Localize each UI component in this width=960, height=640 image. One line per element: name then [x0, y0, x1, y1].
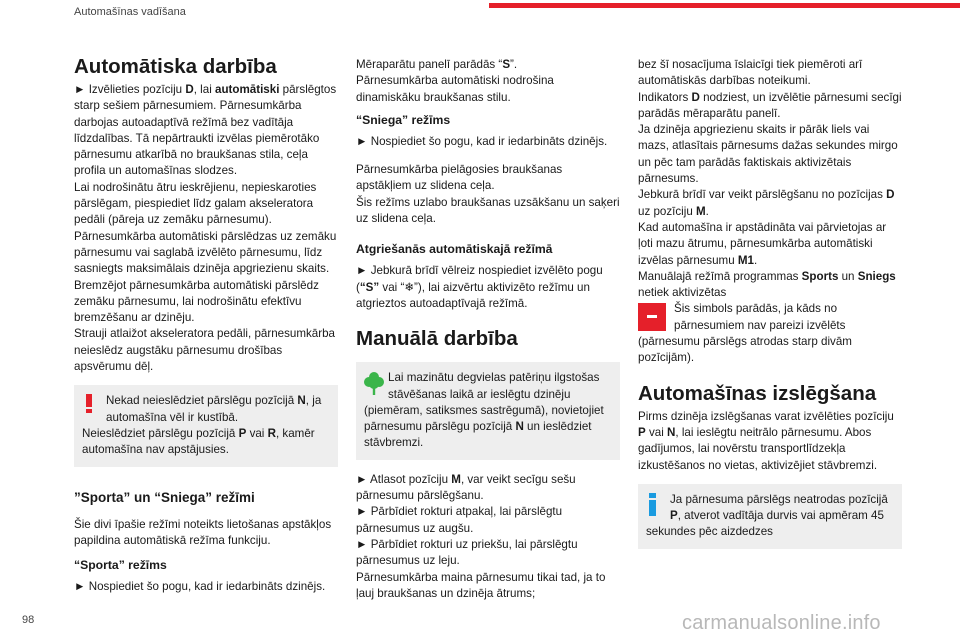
- para-release-pedal: Strauji atlaižot akseleratora pedāli, pārnesumkārba neieslēdz augstāku pārnesumu drošības apsvērumu dēļ.: [74, 327, 336, 374]
- info-icon: [649, 493, 658, 517]
- para-before-stop: Pirms dzinēja izslēgšanas varat izvēlēties pozīciju P vai N, lai ieslēgtu neitrālo pārnesumu. Abos gadījumos, lai novērstu transportlīdzekļa izkustēšanos no vietas, aktivizējiet stāvbremzi.: [638, 409, 894, 472]
- heading-automatic-operation: Automātiska darbība: [74, 55, 277, 78]
- para-shift-condition: Pārnesumkārba maina pārnesumu tikai tad, ja to ļauj braukšanas un dzinēja ātrums;: [356, 570, 606, 600]
- para-auto-rules: bez šī nosacījuma īslaicīgi tiek piemēroti arī automātiskās darbības noteikumi.: [638, 58, 863, 88]
- heading-snow-mode: “Sniega” režīms: [356, 112, 451, 127]
- para-slippery: Pārnesumkārba pielāgosies braukšanas apstākļiem uz slidena ceļa.: [356, 163, 563, 193]
- warning-exclamation-icon: [86, 394, 93, 412]
- para-shift-down: ► Pārbīdiet rokturi uz priekšu, lai pārslēgtu pārnesumus uz leju.: [356, 537, 578, 568]
- heading-return-auto: Atgriešanās automātiskajā režīmā: [356, 242, 553, 257]
- para-shift-up: ► Pārbīdiet rokturi atpakaļ, lai pārslēgtu pārnesumus uz augšu.: [356, 505, 563, 535]
- para-rpm-blink: Ja dzinēja apgriezienu skaits ir pārāk liels vai mazs, atlasītais pārnesums dažas sekundes mirgo un pēc tam parādās faktiskais aktivizētais pārnesums.: [638, 123, 898, 186]
- para-symbol-appears: Šis simbols parādās, ja kāds no pārnesumiem nav pareizi izvēlēts (pārnesumu pārslēgs atrodas starp divām pozīcijām).: [638, 302, 852, 365]
- info-text: Ja pārnesuma pārslēgs neatrodas pozīcijā P, atverot vadītāja durvis vai apmēram 45 sekundes pēc aizdedzes: [646, 492, 888, 539]
- para-s-appears: Mēraparātu panelī parādās “S”.: [356, 58, 518, 71]
- watermark: carmanualsonline.info: [682, 612, 881, 634]
- para-m1: Kad automašīna ir apstādināta vai pārvietojas ar ļoti mazu ātrumu, pārnesumkārba automātiski izvēlas pārnesumu M1.: [638, 220, 887, 267]
- eco-note-box: [356, 362, 620, 459]
- para-sport-press: ► Nospiediet šo pogu, kad ir iedarbināts dzinējs.: [74, 580, 326, 594]
- para-select-m: ► Atlasot pozīciju M, var veikt secīgu sešu pārnesumu pārslēgšanu.: [356, 472, 576, 503]
- column-1: [74, 54, 338, 595]
- column-2: [356, 57, 620, 602]
- para-braking: Bremzējot pārnesumkārba automātiski pārslēdz zemāku pārnesumu, lai nodrošinātu efektīvu bremzēšanu ar dzinēju.: [74, 278, 319, 325]
- warning-box: [74, 385, 338, 466]
- header-title: Automašīnas vadīšana: [74, 6, 186, 18]
- info-box: [638, 484, 902, 549]
- para-fast-acceleration: Lai nodrošinātu ātru ieskrējienu, nepieskaroties pārslēgam, piespiediet līdz galam akseleratora pedāli (pāreja uz zemāku pārnesumu).: [74, 180, 317, 227]
- symbol-note: [638, 301, 902, 366]
- para-return-auto: ► Jebkurā brīdī vēlreiz nospiediet izvēlēto pogu (“S” vai “❄”), lai aizvērtu aktivizēto režīmu un atgrieztos autoadaptīvajā režīmā.: [356, 264, 603, 310]
- header-accent-bar: [489, 3, 960, 8]
- para-d-indicator: Indikators D nodziest, un izvēlētie pārnesumi secīgi parādās mēraparātu panelī.: [638, 90, 902, 120]
- para-downshift: Pārnesumkārba automātiski pārslēdzas uz zemāku pārnesumu vai saglabā izvēlēto pārnesumu, līdz sasniegts maksimālais dzinēja apgriezienu skaits.: [74, 229, 337, 276]
- para-dynamic: Pārnesumkārba automātiski nodrošina dinamiskāku braukšanas stilu.: [356, 74, 554, 104]
- warning-text-p-r: Neieslēdziet pārslēgu pozīcijā P vai R, kamēr automašīna nav apstājusies.: [82, 426, 315, 457]
- heading-sport-mode: “Sporta” režīms: [74, 558, 167, 573]
- para-snow-press: ► Nospiediet šo pogu, kad ir iedarbināts dzinējs.: [356, 134, 608, 148]
- para-traction: Šis režīms uzlabo braukšanas uzsākšanu un saķeri uz slidena ceļa.: [356, 195, 620, 226]
- heading-manual-operation: Manuālā darbība: [356, 327, 518, 351]
- page-number: 98: [22, 614, 35, 626]
- para-sports-snow-disabled: Manuālajā režīmā programmas Sports un Sniegs netiek aktivizētas: [638, 269, 896, 300]
- minus-symbol-icon: [638, 303, 666, 331]
- para-select-d: ► Izvēlieties pozīciju D, lai automātiski pārslēgtos starp sešiem pārnesumiem. Pārnesumkārba darbojas autoadaptīvā režīmā bez vadītāja līdzdalības. Tā nepārtraukti izvēlas piemērotāko pārnesumu atkarībā no braukšanas stila, ceļa profila un automašīnas slodzes.: [74, 83, 337, 178]
- heading-sport-snow-modes: ”Sporta” un “Sniega” režīmi: [74, 489, 255, 505]
- para-special-modes: Šie divi īpašie režīmi noteikts lietošanas apstākļos papildina automātiskā režīma funkciju.: [74, 517, 332, 547]
- warning-text-n: Nekad neieslēdziet pārslēgu pozīcijā N, ja automašīna vēl ir kustībā.: [106, 394, 322, 424]
- heading-switching-off: Automašīnas izslēgšana: [638, 381, 877, 405]
- eco-leaf-icon: [364, 371, 384, 395]
- para-d-to-m: Jebkurā brīdī var veikt pārslēgšanu no pozīcijas D uz pozīciju M.: [638, 188, 895, 218]
- eco-note-text: Lai mazinātu degvielas patēriņu ilgstošas stāvēšanas laikā ar ieslēgtu dzinēju (piemēram, satiksmes sastrēgumā), novietojiet pārnesumu pārslēgu pozīcijā N un ieslēdziet stāvbremzi.: [364, 371, 604, 450]
- column-3: [638, 57, 902, 549]
